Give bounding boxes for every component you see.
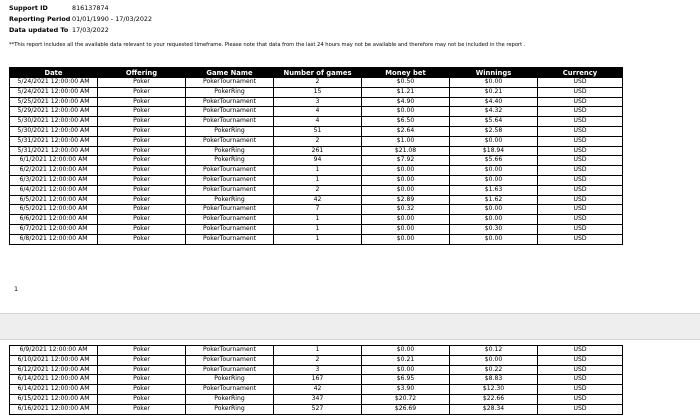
currency-cell: USD <box>538 404 623 414</box>
offering-cell: Poker <box>98 385 186 395</box>
currency-cell: USD <box>538 78 623 88</box>
game-name-cell: PokerTournament <box>186 346 274 356</box>
offering-cell: Poker <box>98 224 186 234</box>
game-name-cell: PokerTournament <box>186 365 274 375</box>
reporting-period-row <box>9 14 152 25</box>
money-bet-cell: $6.50 <box>362 117 450 127</box>
date-cell: 6/2/2021 12:00:00 AM <box>10 166 98 176</box>
currency-cell: USD <box>538 117 623 127</box>
currency-cell: USD <box>538 166 623 176</box>
currency-cell: USD <box>538 346 623 356</box>
currency-cell: USD <box>538 394 623 404</box>
winnings-cell: $5.64 <box>450 117 538 127</box>
money-bet-cell: $1.00 <box>362 136 450 146</box>
offering-cell: Poker <box>98 355 186 365</box>
winnings-cell: $0.21 <box>450 87 538 97</box>
game-name-cell: PokerRing <box>186 394 274 404</box>
date-cell: 5/25/2021 12:00:00 AM <box>10 97 98 107</box>
game-name-cell: PokerRing <box>186 404 274 414</box>
money-bet-cell: $0.00 <box>362 185 450 195</box>
money-bet-cell: $20.72 <box>362 394 450 404</box>
number-of-games-cell: 94 <box>274 156 362 166</box>
reporting-period-value: 01/01/1990 - 17/03/2022 <box>72 15 153 23</box>
winnings-cell: $12.30 <box>450 385 538 395</box>
number-of-games-cell: 1 <box>274 166 362 176</box>
date-cell: 6/10/2021 12:00:00 AM <box>10 355 98 365</box>
table-body-page-2 <box>10 346 623 415</box>
table-row <box>10 355 623 365</box>
report-table-page-2 <box>9 345 623 415</box>
number-of-games-cell: 4 <box>274 107 362 117</box>
date-cell: 6/9/2021 12:00:00 AM <box>10 346 98 356</box>
table-row <box>10 87 623 97</box>
report-table-page-1 <box>9 67 623 245</box>
winnings-cell: $18.94 <box>450 146 538 156</box>
column-header-winnings: Winnings <box>450 68 538 78</box>
table-row <box>10 185 623 195</box>
number-of-games-cell: 1 <box>274 175 362 185</box>
table-row <box>10 224 623 234</box>
table-header-row <box>10 68 623 78</box>
number-of-games-cell: 1 <box>274 346 362 356</box>
table-row <box>10 375 623 385</box>
support-id-value: 816137874 <box>72 4 109 12</box>
currency-cell: USD <box>538 156 623 166</box>
date-cell: 6/5/2021 12:00:00 AM <box>10 195 98 205</box>
money-bet-cell: $1.21 <box>362 87 450 97</box>
offering-cell: Poker <box>98 78 186 88</box>
table-row <box>10 146 623 156</box>
game-name-cell: PokerTournament <box>186 355 274 365</box>
currency-cell: USD <box>538 375 623 385</box>
table-row <box>10 365 623 375</box>
data-updated-row <box>9 25 152 36</box>
game-name-cell: PokerTournament <box>186 175 274 185</box>
table-row <box>10 234 623 244</box>
table-row <box>10 346 623 356</box>
game-name-cell: PokerTournament <box>186 166 274 176</box>
money-bet-cell: $0.21 <box>362 355 450 365</box>
number-of-games-cell: 42 <box>274 385 362 395</box>
number-of-games-cell: 4 <box>274 117 362 127</box>
date-cell: 5/30/2021 12:00:00 AM <box>10 126 98 136</box>
game-name-cell: PokerTournament <box>186 185 274 195</box>
column-header-number-of-games: Number of games <box>274 68 362 78</box>
date-cell: 6/16/2021 12:00:00 AM <box>10 404 98 414</box>
date-cell: 6/5/2021 12:00:00 AM <box>10 205 98 215</box>
number-of-games-cell: 527 <box>274 404 362 414</box>
winnings-cell: $0.00 <box>450 234 538 244</box>
money-bet-cell: $21.08 <box>362 146 450 156</box>
winnings-cell: $0.12 <box>450 346 538 356</box>
winnings-cell: $1.62 <box>450 195 538 205</box>
money-bet-cell: $0.00 <box>362 175 450 185</box>
data-updated-value: 17/03/2022 <box>72 26 109 34</box>
page-number: 1 <box>14 285 19 293</box>
money-bet-cell: $2.89 <box>362 195 450 205</box>
number-of-games-cell: 51 <box>274 126 362 136</box>
column-header-offering: Offering <box>98 68 186 78</box>
column-header-date: Date <box>10 68 98 78</box>
currency-cell: USD <box>538 365 623 375</box>
currency-cell: USD <box>538 97 623 107</box>
date-cell: 6/1/2021 12:00:00 AM <box>10 156 98 166</box>
date-cell: 5/30/2021 12:00:00 AM <box>10 117 98 127</box>
currency-cell: USD <box>538 215 623 225</box>
money-bet-cell: $0.00 <box>362 346 450 356</box>
winnings-cell: $22.66 <box>450 394 538 404</box>
reporting-period-label: Reporting Period <box>9 15 71 23</box>
date-cell: 6/14/2021 12:00:00 AM <box>10 375 98 385</box>
money-bet-cell: $4.90 <box>362 97 450 107</box>
offering-cell: Poker <box>98 234 186 244</box>
currency-cell: USD <box>538 175 623 185</box>
winnings-cell: $8.83 <box>450 375 538 385</box>
game-name-cell: PokerTournament <box>186 107 274 117</box>
game-name-cell: PokerRing <box>186 195 274 205</box>
table-body-page-1 <box>10 78 623 245</box>
winnings-cell: $0.00 <box>450 205 538 215</box>
money-bet-cell: $26.69 <box>362 404 450 414</box>
report-meta <box>9 3 152 36</box>
date-cell: 5/31/2021 12:00:00 AM <box>10 136 98 146</box>
offering-cell: Poker <box>98 146 186 156</box>
game-name-cell: PokerRing <box>186 87 274 97</box>
support-id-label: Support ID <box>9 4 48 12</box>
number-of-games-cell: 15 <box>274 87 362 97</box>
game-name-cell: PokerRing <box>186 375 274 385</box>
money-bet-cell: $6.95 <box>362 375 450 385</box>
money-bet-cell: $0.00 <box>362 365 450 375</box>
game-name-cell: PokerTournament <box>186 215 274 225</box>
offering-cell: Poker <box>98 175 186 185</box>
winnings-cell: $4.40 <box>450 97 538 107</box>
game-name-cell: PokerTournament <box>186 385 274 395</box>
table-row <box>10 205 623 215</box>
support-id-row <box>9 3 152 14</box>
table-row <box>10 97 623 107</box>
game-name-cell: PokerRing <box>186 146 274 156</box>
money-bet-cell: $0.00 <box>362 107 450 117</box>
money-bet-cell: $7.92 <box>362 156 450 166</box>
number-of-games-cell: 2 <box>274 78 362 88</box>
winnings-cell: $0.00 <box>450 136 538 146</box>
offering-cell: Poker <box>98 166 186 176</box>
winnings-cell: $2.58 <box>450 126 538 136</box>
date-cell: 6/8/2021 12:00:00 AM <box>10 234 98 244</box>
money-bet-cell: $0.50 <box>362 78 450 88</box>
number-of-games-cell: 1 <box>274 234 362 244</box>
currency-cell: USD <box>538 224 623 234</box>
currency-cell: USD <box>538 136 623 146</box>
offering-cell: Poker <box>98 97 186 107</box>
table-row <box>10 78 623 88</box>
money-bet-cell: $0.00 <box>362 166 450 176</box>
winnings-cell: $0.00 <box>450 215 538 225</box>
table-row <box>10 404 623 414</box>
game-name-cell: PokerRing <box>186 156 274 166</box>
table-row <box>10 175 623 185</box>
money-bet-cell: $0.32 <box>362 205 450 215</box>
number-of-games-cell: 1 <box>274 215 362 225</box>
data-updated-label: Data updated To <box>9 26 69 34</box>
money-bet-cell: $2.64 <box>362 126 450 136</box>
offering-cell: Poker <box>98 404 186 414</box>
currency-cell: USD <box>538 146 623 156</box>
date-cell: 5/31/2021 12:00:00 AM <box>10 146 98 156</box>
currency-cell: USD <box>538 87 623 97</box>
winnings-cell: $1.63 <box>450 185 538 195</box>
game-name-cell: PokerTournament <box>186 224 274 234</box>
table-row <box>10 394 623 404</box>
winnings-cell: $0.22 <box>450 365 538 375</box>
game-name-cell: PokerRing <box>186 126 274 136</box>
currency-cell: USD <box>538 205 623 215</box>
number-of-games-cell: 2 <box>274 136 362 146</box>
winnings-cell: $0.30 <box>450 224 538 234</box>
currency-cell: USD <box>538 126 623 136</box>
number-of-games-cell: 3 <box>274 97 362 107</box>
date-cell: 5/24/2021 12:00:00 AM <box>10 78 98 88</box>
winnings-cell: $0.00 <box>450 355 538 365</box>
winnings-cell: $0.00 <box>450 78 538 88</box>
date-cell: 6/3/2021 12:00:00 AM <box>10 175 98 185</box>
offering-cell: Poker <box>98 156 186 166</box>
offering-cell: Poker <box>98 185 186 195</box>
page-break <box>0 313 700 340</box>
number-of-games-cell: 347 <box>274 394 362 404</box>
game-name-cell: PokerTournament <box>186 117 274 127</box>
winnings-cell: $0.00 <box>450 175 538 185</box>
game-name-cell: PokerTournament <box>186 234 274 244</box>
number-of-games-cell: 2 <box>274 355 362 365</box>
offering-cell: Poker <box>98 215 186 225</box>
table-row <box>10 385 623 395</box>
offering-cell: Poker <box>98 195 186 205</box>
offering-cell: Poker <box>98 117 186 127</box>
money-bet-cell: $0.00 <box>362 224 450 234</box>
date-cell: 5/29/2021 12:00:00 AM <box>10 107 98 117</box>
number-of-games-cell: 261 <box>274 146 362 156</box>
offering-cell: Poker <box>98 126 186 136</box>
game-name-cell: PokerTournament <box>186 78 274 88</box>
offering-cell: Poker <box>98 365 186 375</box>
currency-cell: USD <box>538 385 623 395</box>
table-row <box>10 195 623 205</box>
date-cell: 6/6/2021 12:00:00 AM <box>10 215 98 225</box>
column-header-currency: Currency <box>538 68 623 78</box>
number-of-games-cell: 1 <box>274 224 362 234</box>
currency-cell: USD <box>538 107 623 117</box>
number-of-games-cell: 3 <box>274 365 362 375</box>
game-name-cell: PokerTournament <box>186 97 274 107</box>
date-cell: 6/4/2021 12:00:00 AM <box>10 185 98 195</box>
number-of-games-cell: 42 <box>274 195 362 205</box>
table-row <box>10 126 623 136</box>
date-cell: 5/24/2021 12:00:00 AM <box>10 87 98 97</box>
currency-cell: USD <box>538 355 623 365</box>
winnings-cell: $4.32 <box>450 107 538 117</box>
table-row <box>10 215 623 225</box>
report-note: **This report includes all the available data relevant to your requested timeframe. Please note that data from the last 24 hours may not be available and therefore may not be included in the report . <box>9 42 526 48</box>
offering-cell: Poker <box>98 87 186 97</box>
currency-cell: USD <box>538 195 623 205</box>
number-of-games-cell: 167 <box>274 375 362 385</box>
column-header-game-name: Game Name <box>186 68 274 78</box>
winnings-cell: $0.00 <box>450 166 538 176</box>
game-name-cell: PokerTournament <box>186 205 274 215</box>
offering-cell: Poker <box>98 346 186 356</box>
table-row <box>10 107 623 117</box>
date-cell: 6/14/2021 12:00:00 AM <box>10 385 98 395</box>
game-name-cell: PokerTournament <box>186 136 274 146</box>
table-row <box>10 166 623 176</box>
offering-cell: Poker <box>98 107 186 117</box>
number-of-games-cell: 2 <box>274 185 362 195</box>
currency-cell: USD <box>538 234 623 244</box>
currency-cell: USD <box>538 185 623 195</box>
winnings-cell: $5.66 <box>450 156 538 166</box>
money-bet-cell: $0.00 <box>362 234 450 244</box>
winnings-cell: $28.34 <box>450 404 538 414</box>
offering-cell: Poker <box>98 205 186 215</box>
offering-cell: Poker <box>98 394 186 404</box>
date-cell: 6/15/2021 12:00:00 AM <box>10 394 98 404</box>
table-row <box>10 117 623 127</box>
date-cell: 6/7/2021 12:00:00 AM <box>10 224 98 234</box>
table-row <box>10 156 623 166</box>
number-of-games-cell: 7 <box>274 205 362 215</box>
offering-cell: Poker <box>98 375 186 385</box>
column-header-money-bet: Money bet <box>362 68 450 78</box>
money-bet-cell: $3.90 <box>362 385 450 395</box>
table-row <box>10 136 623 146</box>
offering-cell: Poker <box>98 136 186 146</box>
date-cell: 6/12/2021 12:00:00 AM <box>10 365 98 375</box>
money-bet-cell: $0.00 <box>362 215 450 225</box>
